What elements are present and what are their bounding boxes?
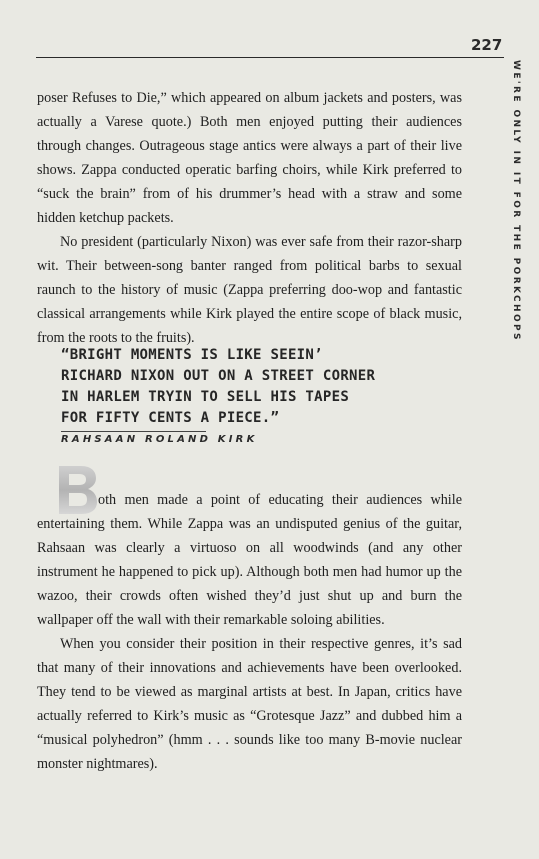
running-title: WE'RE ONLY IN IT FOR THE PORKCHOPS [511, 60, 521, 342]
page-number: 227 [471, 36, 503, 54]
body-text-bottom [37, 488, 462, 776]
quote-line: RICHARD NIXON OUT ON A STREET CORNER [61, 368, 376, 384]
paragraph [37, 488, 462, 632]
paragraph-first-line: oth men made a point of educating their audiences while [98, 492, 462, 508]
quote-line: “BRIGHT MOMENTS IS LIKE SEEIN’ [61, 347, 323, 363]
paragraph: No president (particularly Nixon) was ever safe from their razor-sharp wit. Their between-song banter ranged from political barbs to sexual raunch to the history of music (Zappa preferring doo-wop and fantastic classical arrangements while Kirk played the entire scope of black music, from the roots to the fruits). [37, 234, 462, 346]
quote-divider [61, 431, 206, 432]
paragraph: poser Refuses to Die,” which appeared on album jackets and posters, was actually a Varese quote.) Both men enjoyed putting their audiences through changes. Outrageous stage antics were always a part of their live shows. Zappa conducted operatic barfing choirs, while Kirk preferred to “suck the brain” from of his drummer’s head with a straw and some hidden ketchup packets. [37, 90, 462, 226]
pull-quote [61, 345, 391, 429]
body-text-top [37, 86, 462, 350]
paragraph-rest: entertaining them. While Zappa was an undisputed genius of the guitar, Rahsaan was clearly a virtuoso on all woodwinds (and any other instrument he happened to pick up). Although both men had humor up the wazoo, their crowds often wished they’d just shut up and burn the wallpaper off the wall with their remarkable soloing abilities. [37, 516, 462, 628]
quote-attribution: RAHSAAN ROLAND KIRK [61, 434, 258, 445]
paragraph: When you consider their position in their respective genres, it’s sad that many of their innovations and achievements have been overlooked. They tend to be viewed as marginal artists at best. In Japan, critics have actually referred to Kirk’s music as “Grotesque Jazz” and dubbed him a “musical polyhedron” (hmm . . . sounds like too many B-movie nuclear monster nightmares). [37, 636, 462, 772]
header-rule [36, 57, 504, 58]
quote-line: IN HARLEM TRYIN TO SELL HIS TAPES [61, 389, 350, 405]
quote-line: FOR FIFTY CENTS A PIECE.” [61, 410, 280, 426]
